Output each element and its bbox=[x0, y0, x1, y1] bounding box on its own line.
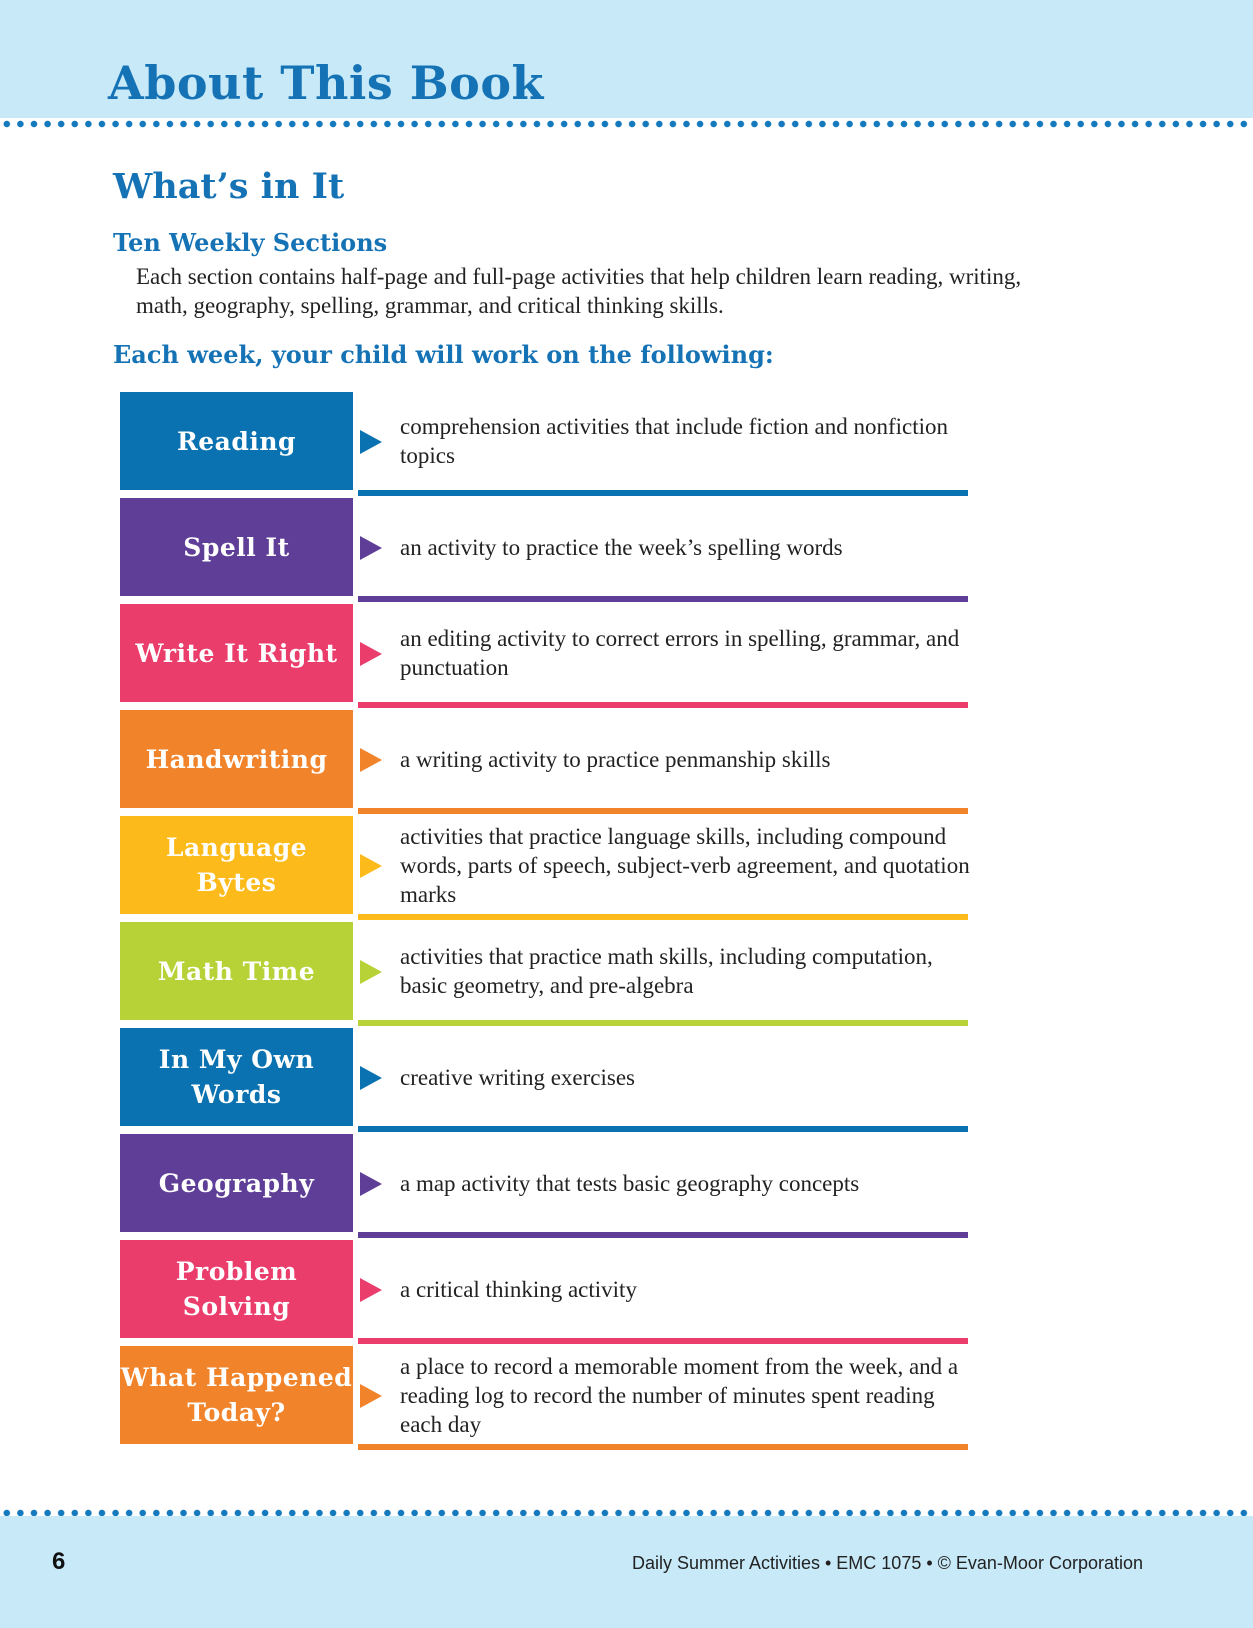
section-label: Geography bbox=[120, 1134, 353, 1232]
arrow-icon bbox=[360, 1066, 382, 1090]
section-description: a place to record a memorable moment from the week, and a reading log to record the number of minutes spent reading each day bbox=[400, 1353, 959, 1437]
page-title: About This Book bbox=[108, 56, 544, 110]
section-row-geography bbox=[120, 1134, 980, 1232]
section-description: a writing activity to practice penmanship skills bbox=[400, 746, 831, 772]
section-label: Problem Solving bbox=[120, 1240, 353, 1338]
section-underline bbox=[358, 1338, 968, 1344]
arrow-icon bbox=[360, 430, 382, 454]
section-underline bbox=[358, 702, 968, 708]
section-row-spell-it bbox=[120, 498, 980, 596]
section-underline bbox=[358, 490, 968, 496]
section-row-handwriting bbox=[120, 710, 980, 808]
header-dotted-divider bbox=[0, 120, 1253, 128]
section-description: a critical thinking activity bbox=[400, 1276, 637, 1302]
section-underline bbox=[358, 1444, 968, 1450]
section-row-write-it-right bbox=[120, 604, 980, 702]
section-description: creative writing exercises bbox=[400, 1064, 635, 1090]
arrow-icon bbox=[360, 1278, 382, 1302]
section-row-problem-solving bbox=[120, 1240, 980, 1338]
section-row-reading bbox=[120, 392, 980, 490]
section-underline bbox=[358, 808, 968, 814]
section-underline bbox=[358, 596, 968, 602]
arrow-icon bbox=[360, 1384, 382, 1408]
footer-credit: Daily Summer Activities • EMC 1075 • © Evan-Moor Corporation bbox=[631, 1553, 1143, 1573]
section-underline bbox=[358, 1020, 968, 1026]
section-label: Spell It bbox=[120, 498, 353, 596]
section-row-language-bytes bbox=[120, 816, 980, 914]
section-row-math-time bbox=[120, 922, 980, 1020]
section-description: an activity to practice the week’s spelling words bbox=[400, 534, 843, 560]
section-label: What Happened Today? bbox=[120, 1346, 353, 1444]
arrow-icon bbox=[360, 748, 382, 772]
section-underline bbox=[358, 1232, 968, 1238]
section-label: Write It Right bbox=[120, 604, 353, 702]
section-underline bbox=[358, 914, 968, 920]
subsection-title: Ten Weekly Sections bbox=[113, 228, 388, 257]
section-description: an editing activity to correct errors in spelling, grammar, and punctuation bbox=[400, 626, 960, 680]
section-description: activities that practice language skills, including compound words, parts of speech, subject-verb agreement, and quotation marks bbox=[400, 823, 970, 907]
section-label: Math Time bbox=[120, 922, 353, 1020]
lead-in-heading: Each week, your child will work on the following: bbox=[113, 340, 774, 369]
section-label: Reading bbox=[120, 392, 353, 490]
section-label: In My Own Words bbox=[120, 1028, 353, 1126]
arrow-icon bbox=[360, 642, 382, 666]
section-underline bbox=[358, 1126, 968, 1132]
section-description: a map activity that tests basic geography concepts bbox=[400, 1170, 860, 1196]
arrow-icon bbox=[360, 536, 382, 560]
section-description: comprehension activities that include fiction and nonfiction topics bbox=[400, 414, 949, 468]
arrow-icon bbox=[360, 960, 382, 984]
section-description: activities that practice math skills, including computation, basic geometry, and pre-algebra bbox=[400, 944, 933, 998]
page-number: 6 bbox=[52, 1548, 66, 1575]
arrow-icon bbox=[360, 1172, 382, 1196]
section-label: Language Bytes bbox=[120, 816, 353, 914]
section-row-what-happened-today bbox=[120, 1346, 980, 1444]
section-title: What’s in It bbox=[113, 166, 345, 207]
section-label: Handwriting bbox=[120, 710, 353, 808]
section-row-in-my-own-words bbox=[120, 1028, 980, 1126]
arrow-icon bbox=[360, 854, 382, 878]
intro-paragraph: Each section contains half-page and full-page activities that help children learn reading, writing, math, geography, spelling, grammar, and critical thinking skills. bbox=[136, 264, 1022, 318]
